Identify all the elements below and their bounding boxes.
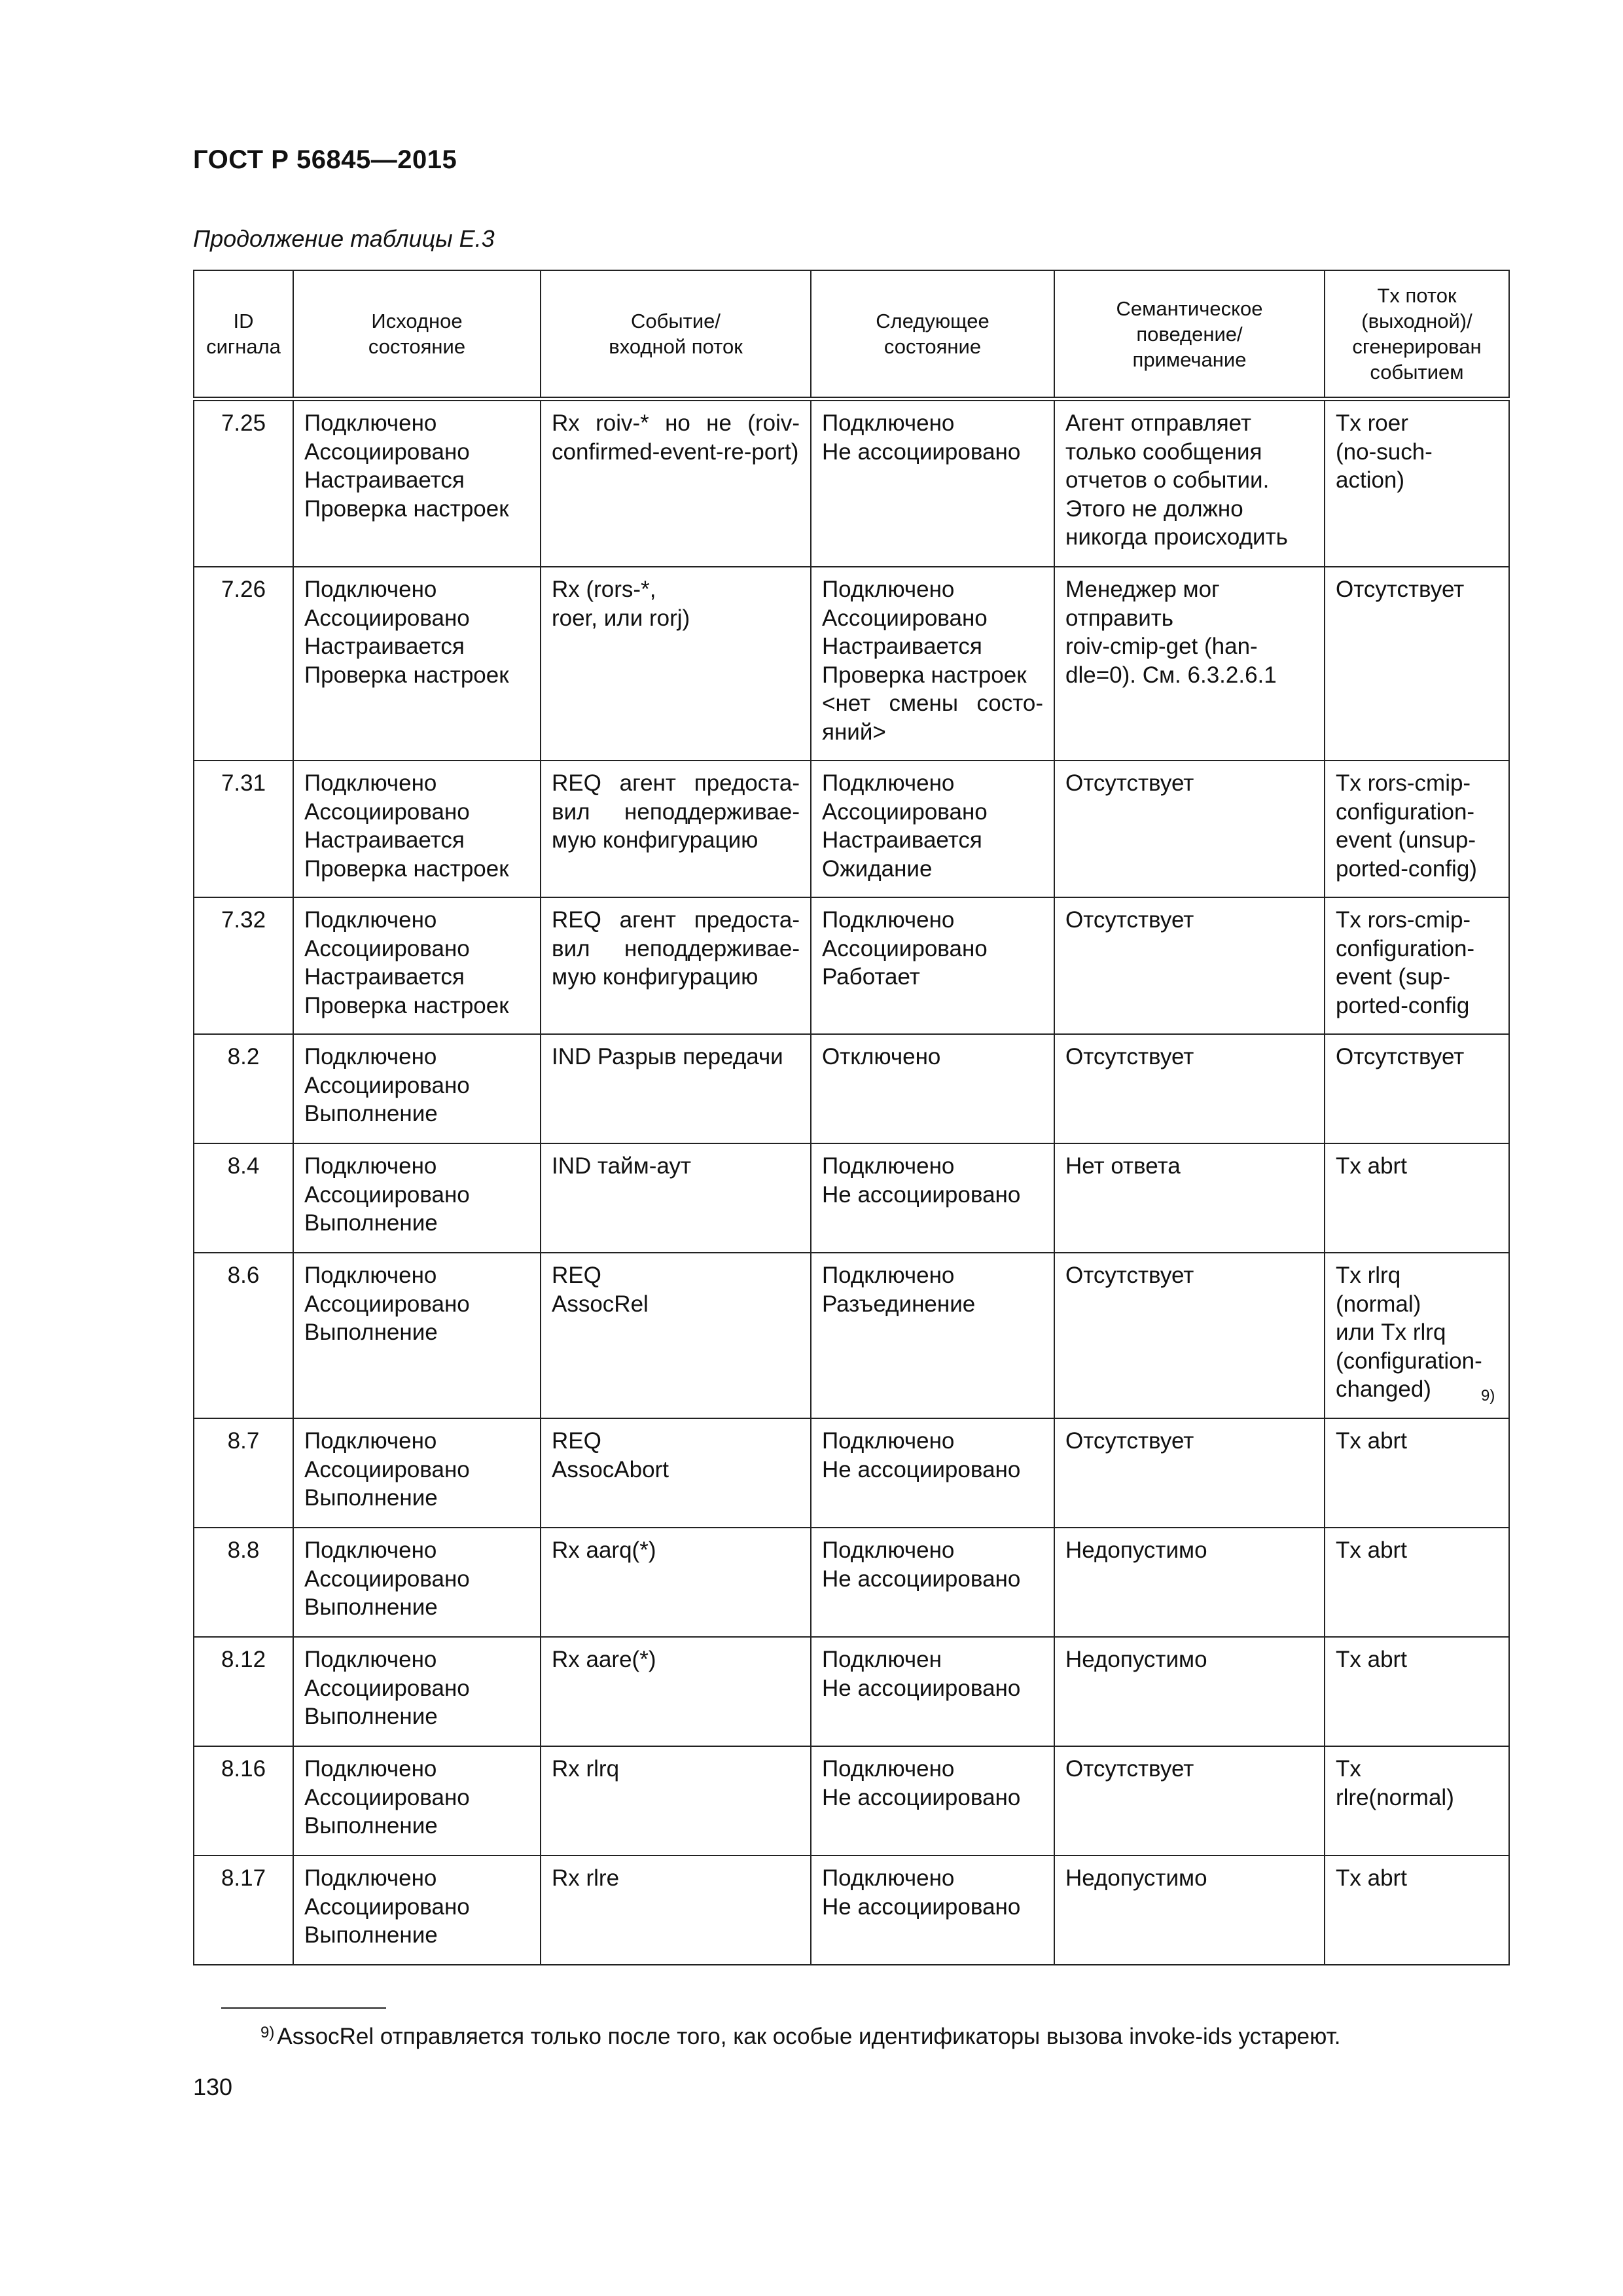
cell-signal-id: 8.8 (194, 1528, 293, 1637)
header-semantic-note: Семантическое поведение/ примечание (1054, 270, 1325, 399)
cell-semantic-note: Нет ответа (1054, 1143, 1325, 1253)
cell-next-state: Подключено Не ассоциировано (811, 1528, 1054, 1637)
cell-tx-stream: Tx rors-cmip- configuration- event (sup- ported-config (1325, 897, 1509, 1034)
cell-signal-id: 8.12 (194, 1637, 293, 1746)
cell-tx-stream: Tx roer (no-such- action) (1325, 399, 1509, 567)
footnote (260, 2024, 1341, 2050)
cell-event: Rx rlre (541, 1856, 811, 1965)
cell-source-state: Подключено Ассоциировано Выполнение (293, 1034, 541, 1143)
cell-tx-stream: Tx rlre(normal) (1325, 1746, 1509, 1856)
cell-source-state: Подключено Ассоциировано Выполнение (293, 1528, 541, 1637)
table-row (194, 1253, 1509, 1418)
cell-tx-stream: Tx abrt (1325, 1528, 1509, 1637)
cell-signal-id: 8.2 (194, 1034, 293, 1143)
cell-semantic-note: Отсутствует (1054, 761, 1325, 897)
cell-source-state: Подключено Ассоциировано Настраивается Проверка настроек (293, 897, 541, 1034)
table-row (194, 1528, 1509, 1637)
cell-semantic-note: Агент отправляет только сообщения отчетов о событии. Этого не должно никогда происходить (1054, 399, 1325, 567)
table-header-row (194, 270, 1509, 399)
cell-next-state: Подключен Не ассоциировано (811, 1637, 1054, 1746)
cell-source-state: Подключено Ассоциировано Настраивается Проверка настроек (293, 567, 541, 761)
cell-tx-stream: Tx rlrq (normal) или Tx rlrq (configuration- changed) $^{9)}$ (1325, 1253, 1509, 1418)
cell-event: REQ агент предоста-вил неподдерживае-мую конфигурацию (541, 761, 811, 897)
cell-next-state: Подключено Не ассоциировано (811, 1143, 1054, 1253)
cell-source-state: Подключено Ассоциировано Выполнение (293, 1746, 541, 1856)
cell-tx-stream: Отсутствует (1325, 1034, 1509, 1143)
cell-event: Rx aarq(*) (541, 1528, 811, 1637)
header-next-state: Следующее состояние (811, 270, 1054, 399)
cell-next-state: Подключено Не ассоциировано (811, 1418, 1054, 1528)
cell-semantic-note: Отсутствует (1054, 897, 1325, 1034)
table-row (194, 1746, 1509, 1856)
cell-event: IND тайм-аут (541, 1143, 811, 1253)
header-event: Событие/ входной поток (541, 270, 811, 399)
cell-event: REQ AssocRel (541, 1253, 811, 1418)
cell-signal-id: 7.32 (194, 897, 293, 1034)
cell-source-state: Подключено Ассоциировано Выполнение (293, 1856, 541, 1965)
cell-signal-id: 7.26 (194, 567, 293, 761)
cell-source-state: Подключено Ассоциировано Выполнение (293, 1637, 541, 1746)
table-row (194, 1637, 1509, 1746)
cell-semantic-note: Отсутствует (1054, 1034, 1325, 1143)
cell-event: Rx (rors-*, roer, или rorj) (541, 567, 811, 761)
signal-table (193, 270, 1510, 1965)
cell-tx-stream: Tx rors-cmip- configuration- event (unsup- ported-config) (1325, 761, 1509, 897)
cell-event: Rx roiv-* но не (roiv-confirmed-event-re-port) (541, 399, 811, 567)
footnote-marker: 9) (260, 2024, 275, 2041)
cell-next-state: Подключено Разъединение (811, 1253, 1054, 1418)
table-caption: Продолжение таблицы E.3 (193, 225, 495, 252)
cell-source-state: Подключено Ассоциировано Выполнение (293, 1418, 541, 1528)
header-source-state: Исходное состояние (293, 270, 541, 399)
cell-signal-id: 8.17 (194, 1856, 293, 1965)
cell-next-state: Подключено Ассоциировано Настраивается Ожидание (811, 761, 1054, 897)
cell-event: REQ AssocAbort (541, 1418, 811, 1528)
cell-tx-stream: Tx abrt (1325, 1143, 1509, 1253)
cell-next-state: Подключено Не ассоциировано (811, 1856, 1054, 1965)
cell-tx-stream: Отсутствует (1325, 567, 1509, 761)
table-row (194, 1143, 1509, 1253)
cell-event: Rx aare(*) (541, 1637, 811, 1746)
header-tx-stream: Tx поток (выходной)/ сгенерирован событием (1325, 270, 1509, 399)
document-header: ГОСТ Р 56845—2015 (193, 145, 457, 174)
footnote-divider (221, 2007, 386, 2009)
table-row (194, 1856, 1509, 1965)
cell-signal-id: 7.25 (194, 399, 293, 567)
cell-source-state: Подключено Ассоциировано Выполнение (293, 1143, 541, 1253)
page-number: 130 (193, 2073, 233, 2100)
cell-event: IND Разрыв передачи (541, 1034, 811, 1143)
cell-tx-stream: Tx abrt (1325, 1418, 1509, 1528)
cell-next-state: Подключено Не ассоциировано (811, 399, 1054, 567)
cell-event: Rx rlrq (541, 1746, 811, 1856)
cell-next-state: Подключено Не ассоциировано (811, 1746, 1054, 1856)
cell-signal-id: 8.4 (194, 1143, 293, 1253)
table-row (194, 399, 1509, 567)
cell-semantic-note: Отсутствует (1054, 1418, 1325, 1528)
cell-tx-stream: Tx abrt (1325, 1856, 1509, 1965)
cell-signal-id: 8.6 (194, 1253, 293, 1418)
cell-signal-id: 8.7 (194, 1418, 293, 1528)
cell-next-state: Отключено (811, 1034, 1054, 1143)
table-row (194, 1418, 1509, 1528)
footnote-text: AssocRel отправляется только после того, как особые идентификаторы вызова invoke-ids устареют. (277, 2024, 1341, 2049)
cell-signal-id: 8.16 (194, 1746, 293, 1856)
cell-semantic-note: Недопустимо (1054, 1637, 1325, 1746)
cell-source-state: Подключено Ассоциировано Настраивается Проверка настроек (293, 399, 541, 567)
cell-semantic-note: Недопустимо (1054, 1856, 1325, 1965)
cell-semantic-note: Менеджер мог отправить roiv-cmip-get (han- dle=0). См. 6.3.2.6.1 (1054, 567, 1325, 761)
cell-event: REQ агент предоста-вил неподдерживае-мую конфигурацию (541, 897, 811, 1034)
cell-source-state: Подключено Ассоциировано Выполнение (293, 1253, 541, 1418)
cell-signal-id: 7.31 (194, 761, 293, 897)
cell-semantic-note: Отсутствует (1054, 1253, 1325, 1418)
cell-semantic-note: Отсутствует (1054, 1746, 1325, 1856)
cell-semantic-note: Недопустимо (1054, 1528, 1325, 1637)
table-row (194, 761, 1509, 897)
cell-source-state: Подключено Ассоциировано Настраивается Проверка настроек (293, 761, 541, 897)
cell-next-state: Подключено Ассоциировано Работает (811, 897, 1054, 1034)
cell-tx-stream: Tx abrt (1325, 1637, 1509, 1746)
table-row (194, 897, 1509, 1034)
table-row (194, 1034, 1509, 1143)
cell-next-state: Подключено Ассоциировано Настраивается Проверка настроек <нет смены состо-яний> (811, 567, 1054, 761)
table-row (194, 567, 1509, 761)
header-signal-id: ID сигнала (194, 270, 293, 399)
